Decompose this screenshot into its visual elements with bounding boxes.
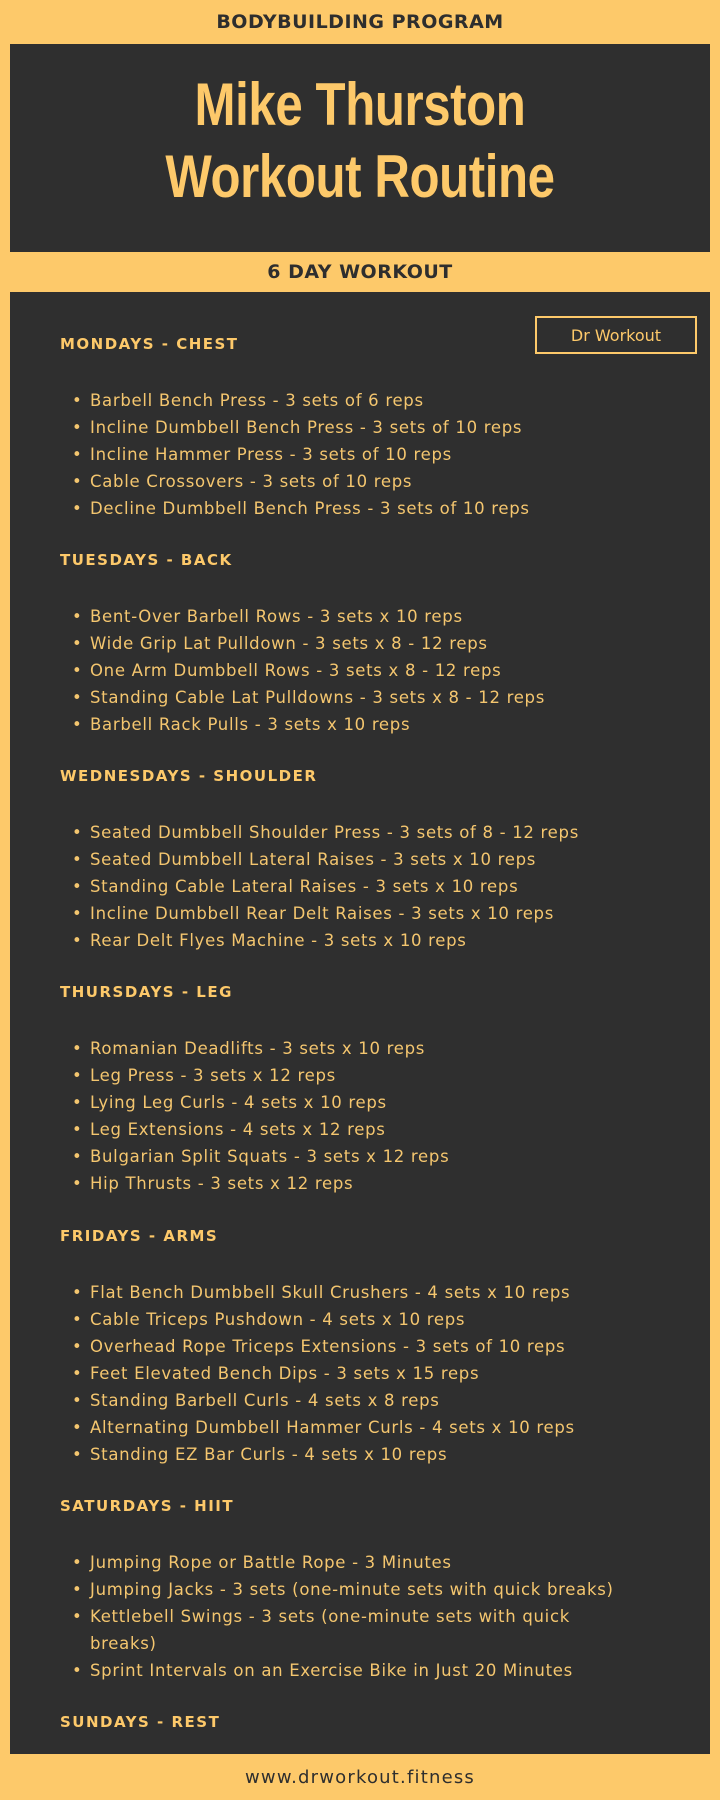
exercise-item: • One Arm Dumbbell Rows - 3 sets x 8 - 12 reps xyxy=(90,657,501,684)
exercise-item: • Lying Leg Curls - 4 sets x 10 reps xyxy=(90,1089,387,1116)
exercise-item: • Barbell Bench Press - 3 sets of 6 reps xyxy=(90,387,424,414)
exercise-item: • Rear Delt Flyes Machine - 3 sets x 10 reps xyxy=(90,927,467,954)
program-label: BODYBUILDING PROGRAM xyxy=(216,11,504,33)
exercise-item: • Incline Dumbbell Rear Delt Raises - 3 sets x 10 reps xyxy=(90,900,554,927)
day-heading-saturday: SATURDAYS - HIIT xyxy=(60,1497,235,1515)
exercise-item: • Seated Dumbbell Lateral Raises - 3 sets x 10 reps xyxy=(90,846,536,873)
day-heading-wednesday: WEDNESDAYS - SHOULDER xyxy=(60,767,318,785)
exercise-item: • Standing Cable Lat Pulldowns - 3 sets x 8 - 12 reps xyxy=(90,684,545,711)
exercise-item: • Overhead Rope Triceps Extensions - 3 sets of 10 reps xyxy=(90,1333,565,1360)
exercise-item: • Kettlebell Swings - 3 sets (one-minute sets with quick xyxy=(90,1603,570,1630)
exercise-item: • Leg Extensions - 4 sets x 12 reps xyxy=(90,1116,386,1143)
exercise-item: • Standing Barbell Curls - 4 sets x 8 reps xyxy=(90,1387,440,1414)
exercise-item: • Jumping Rope or Battle Rope - 3 Minutes xyxy=(90,1549,452,1576)
brand-badge: Dr Workout xyxy=(535,316,697,354)
page-title-line1: Mike Thurston xyxy=(194,71,526,138)
exercise-item: • Wide Grip Lat Pulldown - 3 sets x 8 - 12 reps xyxy=(90,630,488,657)
exercise-item: • Seated Dumbbell Shoulder Press - 3 sets of 8 - 12 reps xyxy=(90,819,579,846)
website-link[interactable]: www.drworkout.fitness xyxy=(244,1766,475,1788)
day-heading-monday: MONDAYS - CHEST xyxy=(60,335,239,353)
page-title-line2: Workout Routine xyxy=(165,143,555,210)
exercise-item-continuation: breaks) xyxy=(90,1634,157,1653)
exercise-item: • Bent-Over Barbell Rows - 3 sets x 10 reps xyxy=(90,603,463,630)
workout-panel xyxy=(10,292,710,1754)
exercise-item: • Incline Dumbbell Bench Press - 3 sets of 10 reps xyxy=(90,414,522,441)
exercise-item: • Bulgarian Split Squats - 3 sets x 12 reps xyxy=(90,1143,449,1170)
exercise-item: • Jumping Jacks - 3 sets (one-minute sets with quick breaks) xyxy=(90,1576,614,1603)
exercise-item: • Decline Dumbbell Bench Press - 3 sets of 10 reps xyxy=(90,495,530,522)
exercise-item: • Romanian Deadlifts - 3 sets x 10 reps xyxy=(90,1035,425,1062)
day-heading-friday: FRIDAYS - ARMS xyxy=(60,1227,219,1245)
exercise-item: • Cable Crossovers - 3 sets of 10 reps xyxy=(90,468,412,495)
exercise-item: • Standing Cable Lateral Raises - 3 sets x 10 reps xyxy=(90,873,518,900)
exercise-item: • Cable Triceps Pushdown - 4 sets x 10 reps xyxy=(90,1306,465,1333)
exercise-item: • Barbell Rack Pulls - 3 sets x 10 reps xyxy=(90,711,410,738)
exercise-item: • Alternating Dumbbell Hammer Curls - 4 sets x 10 reps xyxy=(90,1414,575,1441)
title-panel xyxy=(10,44,710,252)
exercise-item: • Incline Hammer Press - 3 sets of 10 reps xyxy=(90,441,452,468)
exercise-item: • Hip Thrusts - 3 sets x 12 reps xyxy=(90,1170,353,1197)
exercise-item: • Sprint Intervals on an Exercise Bike in Just 20 Minutes xyxy=(90,1657,573,1684)
exercise-item: • Standing EZ Bar Curls - 4 sets x 10 reps xyxy=(90,1441,447,1468)
day-heading-sunday: SUNDAYS - REST xyxy=(60,1713,221,1731)
exercise-item: • Leg Press - 3 sets x 12 reps xyxy=(90,1062,336,1089)
subtitle-label: 6 DAY WORKOUT xyxy=(267,261,453,283)
day-heading-thursday: THURSDAYS - LEG xyxy=(60,983,233,1001)
exercise-item: • Flat Bench Dumbbell Skull Crushers - 4 sets x 10 reps xyxy=(90,1279,570,1306)
day-heading-tuesday: TUESDAYS - BACK xyxy=(60,551,233,569)
exercise-item: • Feet Elevated Bench Dips - 3 sets x 15 reps xyxy=(90,1360,479,1387)
